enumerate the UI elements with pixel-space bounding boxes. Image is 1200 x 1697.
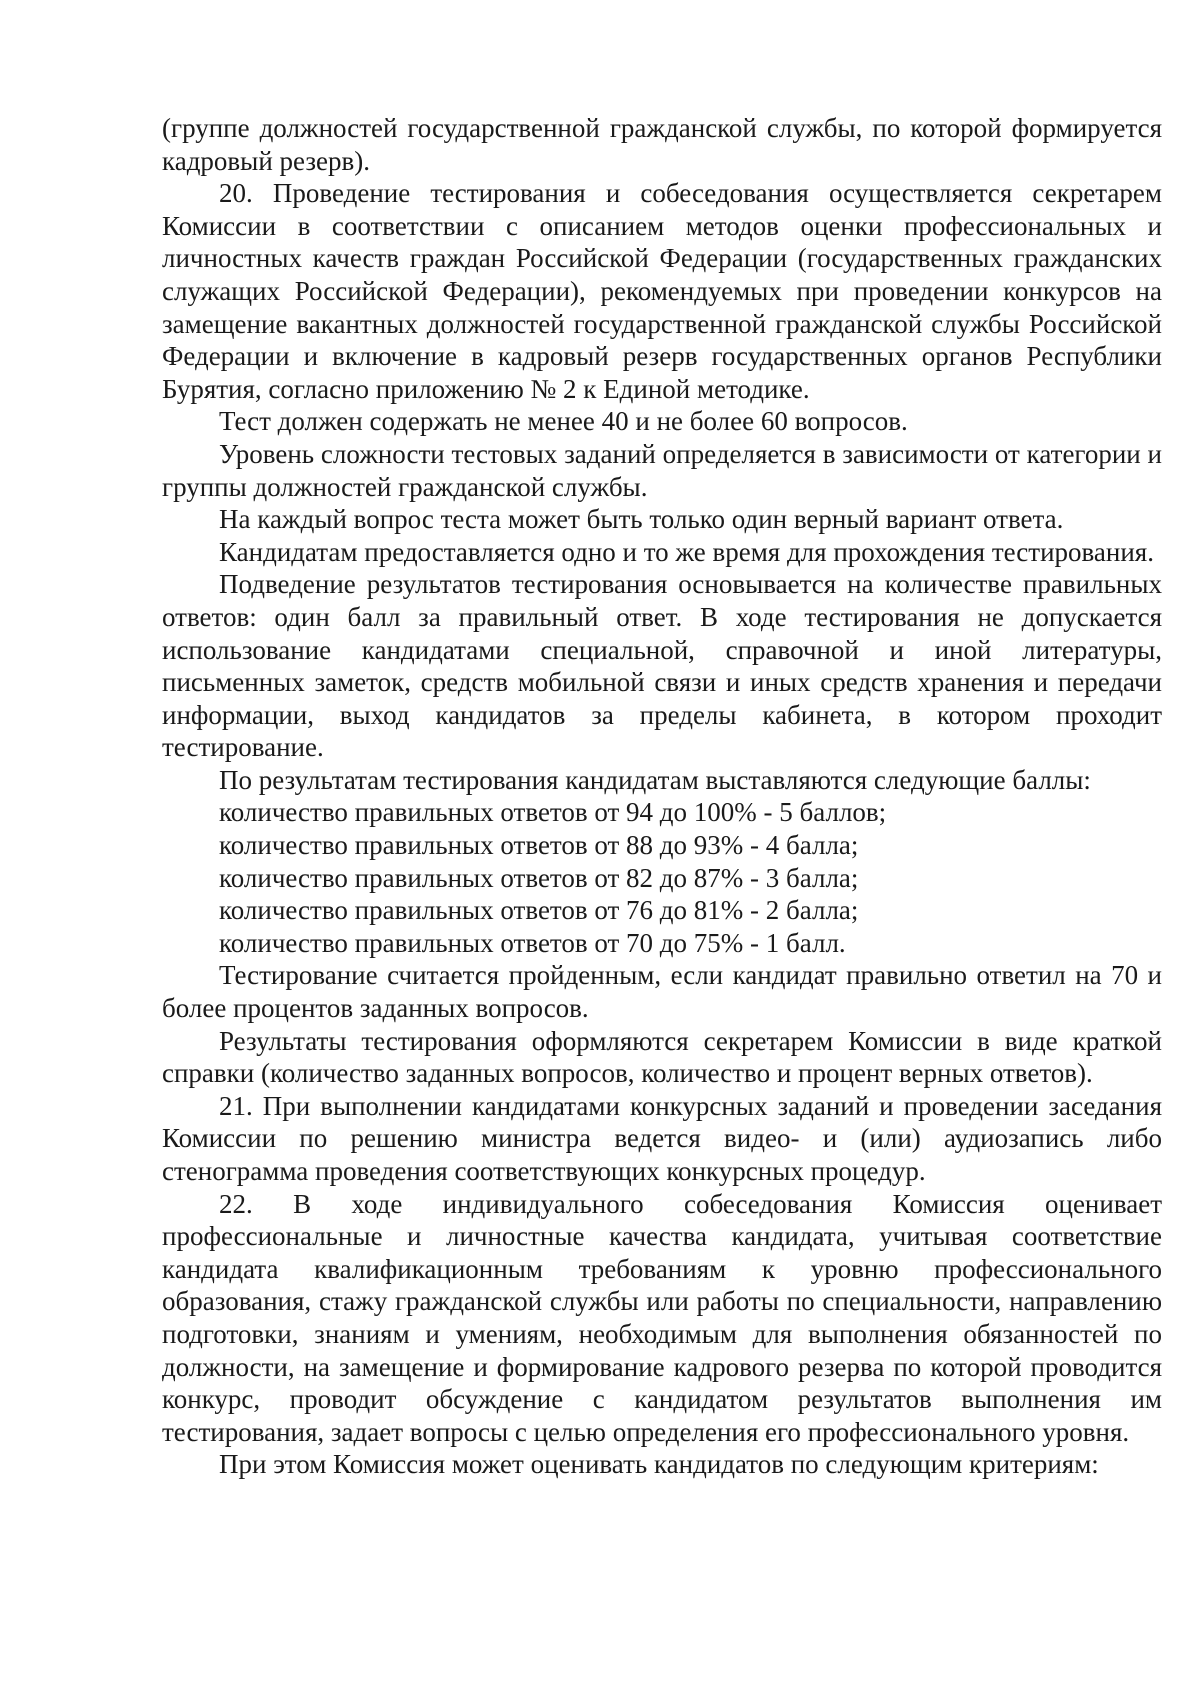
paragraph-results-report: Результаты тестирования оформляются секретарем Комиссии в виде краткой справки (количество заданных вопросов, количество и процент верных ответов). — [162, 1025, 1162, 1089]
score-line-3: количество правильных ответов от 82 до 87% - 3 балла; — [219, 862, 859, 893]
paragraph-equal-time: Кандидатам предоставляется одно и то же время для прохождения тестирования. — [219, 536, 1154, 567]
paragraph-item-22: 22. В ходе индивидуального собеседования Комиссия оценивает профессиональные и личностные качества кандидата, учитывая соответствие кандидата квалификационным требованиям к уровню профессионального образования, стажу гражданской службы или работы по специальности, направлению подготовки, знаниям и умениям, необходимым для выполнения обязанностей по должности, на замещение и формирование кадрового резерва по которой проводится конкурс, проводит обсуждение с кандидатом результатов выполнения им тестирования, задает вопросы с целью определения его профессионального уровня. — [162, 1188, 1162, 1447]
paragraph-scoring-rules: Подведение результатов тестирования основывается на количестве правильных ответов: один балл за правильный ответ. В ходе тестирования не допускается использование кандидатами специальной, справочной и иной литературы, письменных заметок, средств мобильной связи и иных средств хранения и передачи информации, выход кандидатов за пределы кабинета, в котором проходит тестирование. — [162, 569, 1162, 763]
paragraph-pass-threshold: Тестирование считается пройденным, если кандидат правильно ответил на 70 и более процентов заданных вопросов. — [162, 960, 1162, 1024]
paragraph-criteria-intro: При этом Комиссия может оценивать кандидатов по следующим критериям: — [219, 1449, 1099, 1480]
paragraph-continuation: (группе должностей государственной гражданской службы, по которой формируется кадровый резерв). — [162, 113, 1162, 176]
document-body — [162, 112, 1162, 1481]
score-line-2: количество правильных ответов от 76 до 81% - 2 балла; — [219, 895, 859, 926]
paragraph-single-answer: На каждый вопрос теста может быть только один верный вариант ответа. — [219, 504, 1064, 535]
score-line-5: количество правильных ответов от 94 до 100% - 5 баллов; — [219, 797, 887, 828]
paragraph-item-20: 20. Проведение тестирования и собеседования осуществляется секретарем Комиссии в соответствии с описанием методов оценки профессиональных и личностных качеств граждан Российской Федерации (государственных гражданских служащих Российской Федерации), рекомендуемых при проведении конкурсов на замещение вакантных должностей государственной гражданской службы Российской Федерации и включение в кадровый резерв государственных органов Республики Бурятия, согласно приложению № 2 к Единой методике. — [162, 178, 1162, 404]
paragraph-difficulty: Уровень сложности тестовых заданий определяется в зависимости от категории и группы должностей гражданской службы. — [162, 438, 1162, 502]
paragraph-test-size: Тест должен содержать не менее 40 и не более 60 вопросов. — [219, 406, 908, 437]
paragraph-scores-intro: По результатам тестирования кандидатам выставляются следующие баллы: — [219, 764, 1091, 795]
score-line-4: количество правильных ответов от 88 до 93% - 4 балла; — [219, 830, 859, 861]
paragraph-item-21: 21. При выполнении кандидатами конкурсных заданий и проведении заседания Комиссии по решению министра ведется видео- и (или) аудиозапись либо стенограмма проведения соответствующих конкурсных процедур. — [162, 1090, 1162, 1186]
score-line-1: количество правильных ответов от 70 до 75% - 1 балл. — [219, 927, 846, 958]
